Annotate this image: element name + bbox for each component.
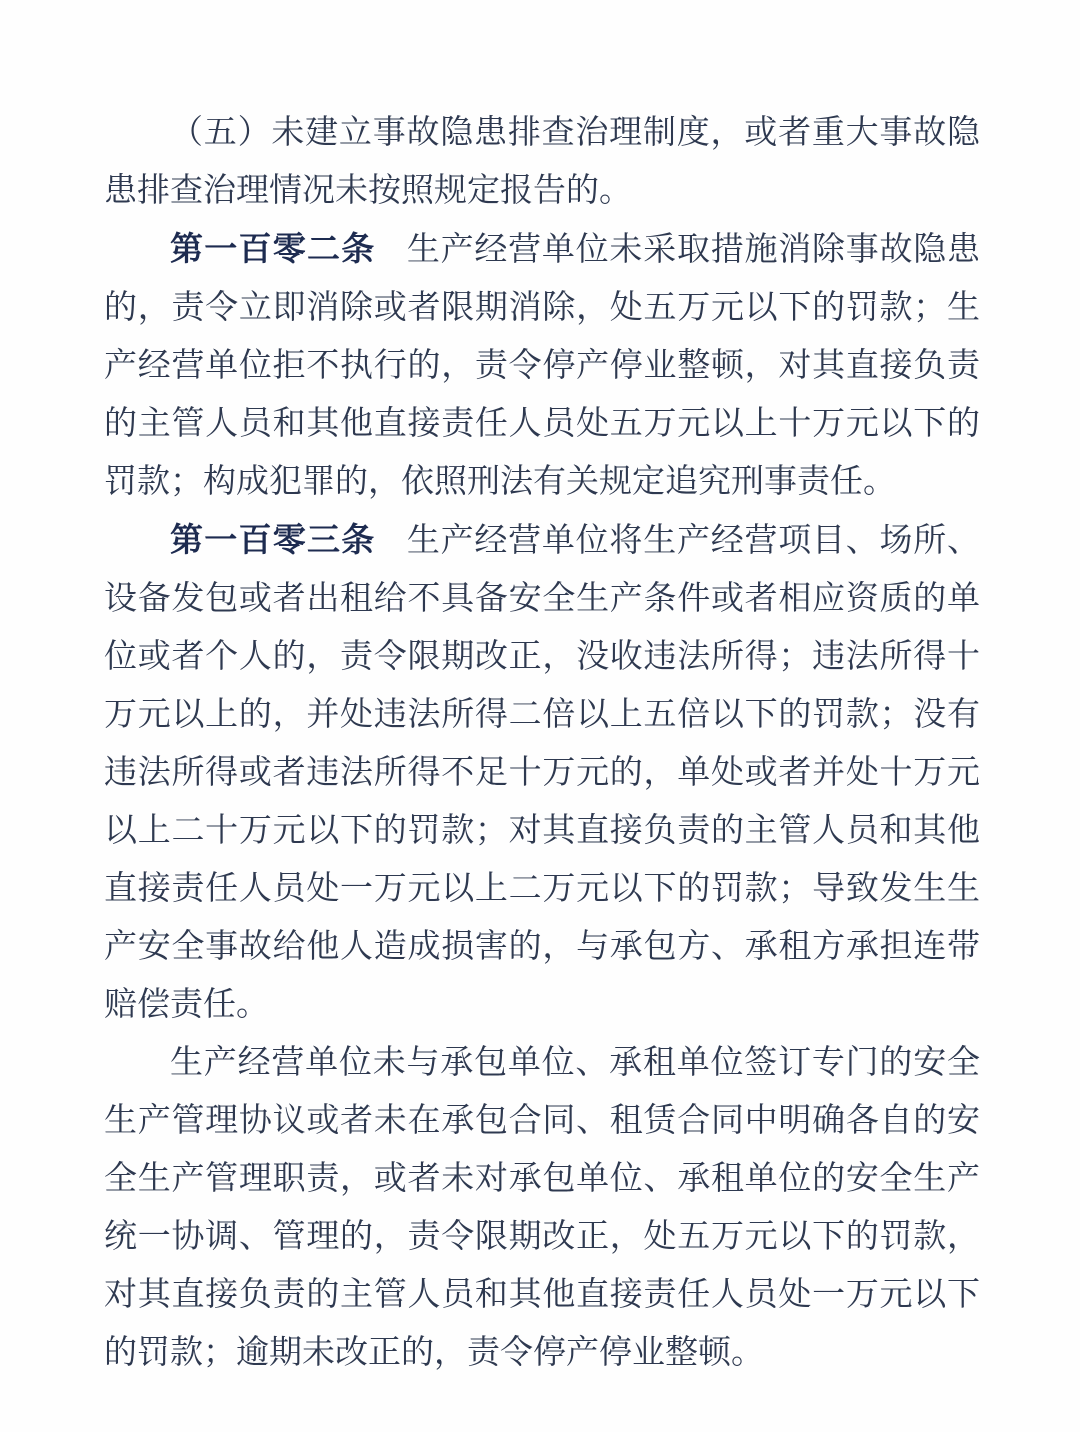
article-103-number: 第一百零三条 (170, 521, 376, 558)
article-102 (104, 220, 980, 511)
article-103-paragraph-2 (104, 1034, 980, 1382)
article-102-number: 第一百零二条 (170, 230, 376, 267)
article-103 (104, 511, 980, 1034)
clause-text: （五）未建立事故隐患排查治理制度，或者重大事故隐患排查治理情况未按照规定报告的。 (104, 115, 980, 209)
clause-item-five (104, 104, 980, 220)
article-102-text: 生产经营单位未采取措施消除事故隐患的，责令立即消除或者限期消除，处五万元以下的罚款；生产经营单位拒不执行的，责令停产停业整顿，对其直接负责的主管人员和其他直接责任人员处五万元以上十万元以下的罚款；构成犯罪的，依照刑法有关规定追究刑事责任。 (104, 232, 981, 500)
article-103-paragraph-2-text: 生产经营单位未与承包单位、承租单位签订专门的安全生产管理协议或者未在承包合同、租赁合同中明确各自的安全生产管理职责，或者未对承包单位、承租单位的安全生产统一协调、管理的，责令限期改正，处五万元以下的罚款，对其直接负责的主管人员和其他直接责任人员处一万元以下的罚款；逾期未改正的，责令停产停业整顿。 (104, 1045, 980, 1371)
article-103-text: 生产经营单位将生产经营项目、场所、设备发包或者出租给不具备安全生产条件或者相应资质的单位或者个人的，责令限期改正，没收违法所得；违法所得十万元以上的，并处违法所得二倍以上五倍以下的罚款；没有违法所得或者违法所得不足十万元的，单处或者并处十万元以上二十万元以下的罚款；对其直接负责的主管人员和其他直接责任人员处一万元以上二万元以下的罚款；导致发生生产安全事故给他人造成损害的，与承包方、承租方承担连带赔偿责任。 (104, 523, 981, 1023)
